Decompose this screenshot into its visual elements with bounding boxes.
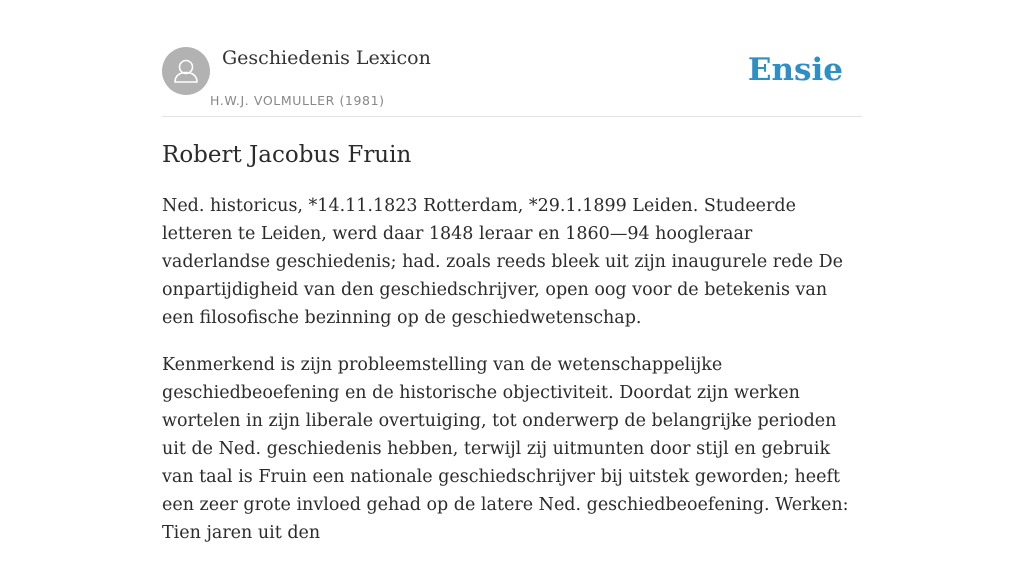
- source-title[interactable]: Geschiedenis Lexicon: [222, 47, 431, 69]
- article-paragraph: Kenmerkend is zijn probleemstelling van de wetenschappelijke geschiedbeoefening en de historische objectiviteit. Doordat zijn werken wortelen in zijn liberale overtuiging, tot onderwerp de belangrijke perioden uit de Ned. geschiedenis hebben, terwijl zij uitmunten door stijl en gebruik van taal is Fruin een nationale geschiedschrijver bij uitstek geworden; heeft een zeer grote invloed gehad op de latere Ned. geschiedbeoefening. Werken: Tien jaren uit den: [162, 355, 849, 543]
- source-header: [162, 46, 862, 117]
- user-icon: [162, 47, 210, 95]
- source-author[interactable]: H.W.J. VOLMULLER (1981): [210, 93, 385, 108]
- article-body: [162, 192, 862, 566]
- avatar[interactable]: [162, 47, 210, 95]
- article-title: Robert Jacobus Fruin: [162, 142, 412, 168]
- article-paragraph: Ned. historicus, *14.11.1823 Rotterdam, *29.1.1899 Leiden. Studeerde letteren te Leiden, werd daar 1848 leraar en 1860—94 hoogleraar vaderlandse geschiedenis; had. zoals reeds bleek uit zijn inaugurele rede De onpartijdigheid van den geschiedschrijver, open oog voor de betekenis van een filosofische bezinning op de geschiedwetenschap.: [162, 196, 843, 328]
- ensie-logo[interactable]: Ensie: [747, 52, 843, 88]
